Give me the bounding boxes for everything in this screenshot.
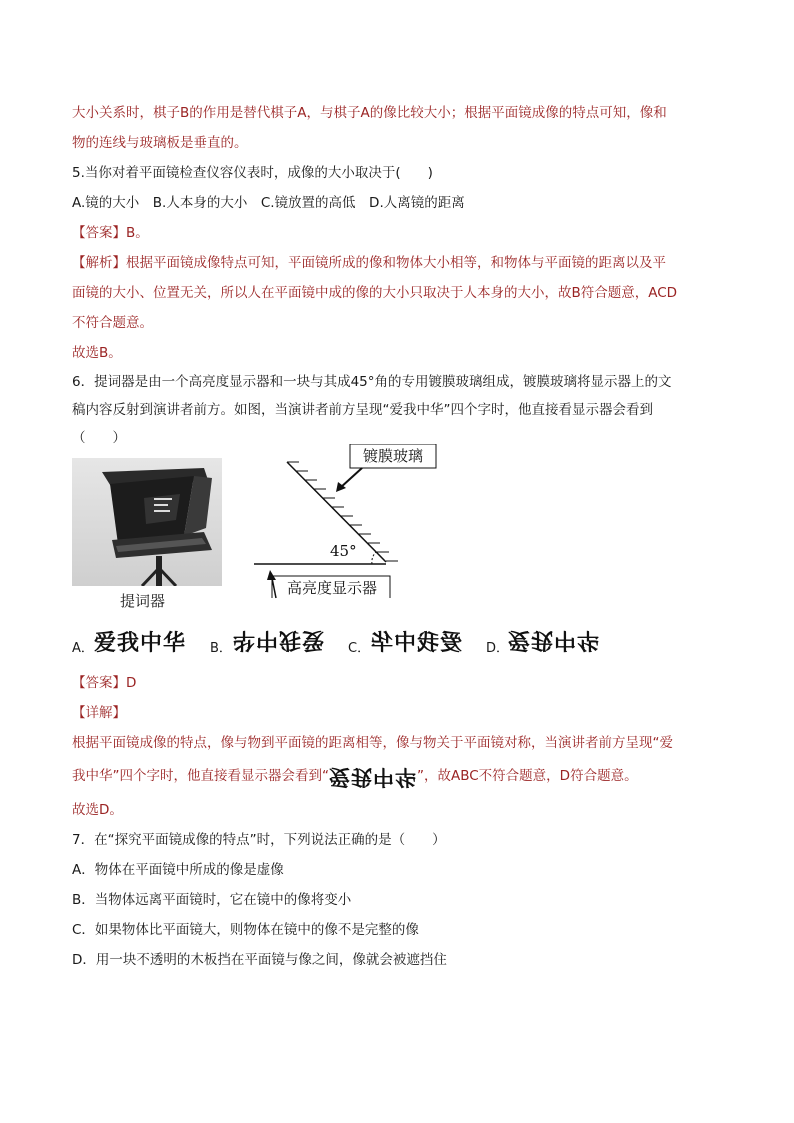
glass-label: 镀膜玻璃 bbox=[362, 447, 424, 465]
option-a-glyph[interactable] bbox=[94, 626, 186, 657]
q6-detail-line1: 根据平面镜成像的特点，像与物到平面镜的距离相等，像与物关于平面镜对称，当演讲者前方呈现“爱 bbox=[72, 735, 673, 751]
inline-flipped-text: 爱我中华 bbox=[329, 765, 417, 789]
answer-tag: 【答案】 bbox=[72, 225, 126, 241]
q5-answer bbox=[72, 218, 728, 248]
teleprompter-photo bbox=[72, 458, 222, 586]
q6-stem-line2: 稿内容反射到演讲者前方。如图，当演讲者前方呈现“爱我中华”四个字时，他直接看显示器会看到 bbox=[72, 402, 653, 418]
q5-analysis-line3: 不符合题意。 bbox=[72, 315, 153, 331]
q6-options bbox=[72, 624, 728, 668]
q6-detail-tag: 【详解】 bbox=[72, 705, 126, 721]
option-a-text: 爱我中华 bbox=[94, 631, 187, 656]
analysis-tag: 【解析】 bbox=[72, 255, 126, 271]
option-d-glyph[interactable] bbox=[508, 626, 600, 657]
q4-tail-line2: 物的连线与玻璃板是垂直的。 bbox=[72, 135, 248, 151]
q5-stem: 5.当你对着平面镜检查仪容仪表时，成像的大小取决于( ) bbox=[72, 165, 433, 181]
q6-detail-text-a: 我中华”四个字时，他直接看显示器会看到“ bbox=[72, 768, 329, 784]
option-d-letter: D． bbox=[486, 641, 510, 656]
q7-option-d: D．用一块不透明的木板挡在平面镜与像之间，像就会被遮挡住 bbox=[72, 952, 447, 968]
document-page bbox=[72, 98, 728, 975]
q7-option-a: A．物体在平面镜中所成的像是虚像 bbox=[72, 862, 284, 878]
q6-figure bbox=[72, 447, 728, 624]
q6-answer bbox=[72, 668, 728, 698]
q7-stem: 7．在“探究平面镜成像的特点”时，下列说法正确的是（ ） bbox=[72, 832, 446, 848]
q5-analysis-line2: 面镜的大小、位置无关，所以人在平面镜中成的像的大小只取决于人本身的大小，故B符合题意，ACD bbox=[72, 285, 678, 301]
q5-analysis-text1: 根据平面镜成像特点可知，平面镜所成的像和物体大小相等，和物体与平面镜的距离以及平 bbox=[126, 255, 666, 271]
q5-conclusion: 故选B。 bbox=[72, 345, 122, 361]
teleprompter-illustration bbox=[72, 458, 222, 586]
option-b-glyph[interactable] bbox=[232, 626, 324, 657]
display-label: 高亮度显示器 bbox=[286, 579, 378, 597]
q6-stem-line3: （ ） bbox=[72, 430, 126, 446]
q4-tail-line1: 大小关系时，棋子B的作用是替代棋子A，与棋子A的像比较大小；根据平面镜成像的特点可知，像和 bbox=[72, 105, 667, 121]
q6-detail-line2 bbox=[72, 758, 728, 795]
q5-answer-value: B。 bbox=[126, 225, 149, 241]
q6-detail-text-b: ”，故ABC不符合题意，D符合题意。 bbox=[417, 768, 638, 784]
photo-label: 提词器 bbox=[120, 592, 166, 610]
option-a-letter: A． bbox=[72, 641, 94, 656]
option-c-text: 爱我中华 bbox=[370, 631, 463, 656]
option-c-letter: C． bbox=[348, 641, 371, 656]
q6-stem-line1: 6．提词器是由一个高亮度显示器和一块与其成45°角的专用镀膜玻璃组成，镀膜玻璃将显示器上的文 bbox=[72, 374, 672, 390]
q6-answer-value: D bbox=[126, 675, 137, 691]
q7-option-c: C．如果物体比平面镜大，则物体在镜中的像不是完整的像 bbox=[72, 922, 419, 938]
teleprompter-diagram bbox=[254, 444, 454, 604]
answer-tag: 【答案】 bbox=[72, 675, 126, 691]
option-d-text: 爱我中华 bbox=[508, 627, 601, 652]
option-c-glyph[interactable] bbox=[370, 626, 462, 657]
q6-conclusion: 故选D。 bbox=[72, 802, 123, 818]
option-b-letter: B． bbox=[210, 641, 232, 656]
q5-options: A.镜的大小 B.人本身的大小 C.镜放置的高低 D.人离镜的距离 bbox=[72, 195, 465, 211]
angle-arc bbox=[372, 552, 376, 564]
option-b-text: 爱我中华 bbox=[232, 627, 325, 652]
q7-option-b: B．当物体远离平面镜时，它在镜中的像将变小 bbox=[72, 892, 352, 908]
angle-label: 45° bbox=[330, 542, 357, 560]
q5-analysis-line1 bbox=[72, 248, 728, 278]
glass-arrow bbox=[340, 468, 362, 488]
